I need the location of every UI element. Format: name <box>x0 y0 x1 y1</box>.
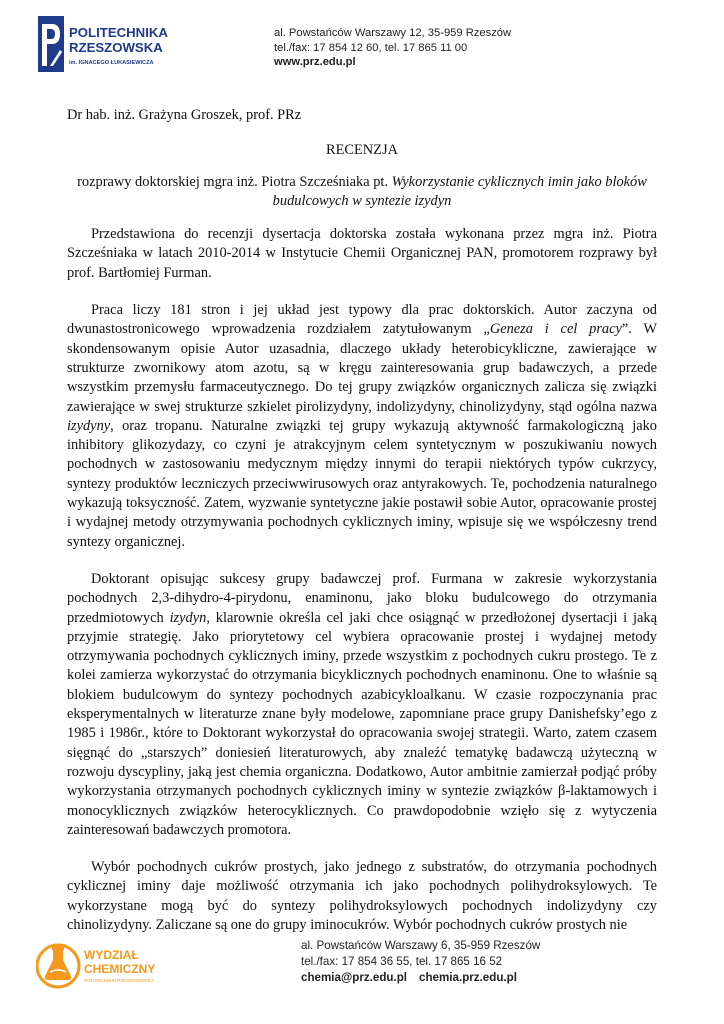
footer-contact <box>301 970 540 986</box>
university-emblem-icon <box>38 16 174 72</box>
footer-address-line2: tel./fax: 17 854 36 55, tel. 17 865 16 52 <box>301 955 503 968</box>
p3-text-1: Doktorant opisując sukcesy grupy badawczej prof. Furmana w zakresie wykorzystania pochodnych 2,3-dihydro-4-pirydonu, enaminonu, jako bloku budulcowego do otrzymania przedmiotowych <box>67 570 657 626</box>
p3-text-2: , klarownie określa cel jaki chce osiągnąć w przedłożonej dysertacji i jaką przyjmie strategię. Jako priorytetowy cel wybiera opracowanie prostej i wydajnej metody otrzymywania pochodnych cyklicznych iminy, przede wszystkim z pochodnych cukru prostego. Te z kolei zamierza wykorzystać do otrzymania bicyklicznych pochodnych enaminonu. One to właśnie są blokiem budulcowym do syntezy pochodnych azabicykloalkanu. W czasie rozpoczynania prac eksperymentalnych w literaturze znane były modelowe, zapomniane prace grupy Danishefsky’ego z 1985 i 1986r., które to Doktorant wykorzystał do opracowania swojej strategii. Warto, zatem czasem sięgnąć do „starszych” doniesień literaturowych, aby znaleźć tematykę badawczą użyteczną w rozwoju dyscypliny, jaką jest chemia organiczna. Dodatkowo, Autor ambitnie zamierzał podjąć próby wykorzystania otrzymanych pochodnych cyklicznych iminy w syntezie związków β-laktamowych i monocyklicznych związków heterocyklicznych. Co prawdopodobnie wzięło się z wytyczenia zainteresowań badawczych promotora. <box>67 609 657 838</box>
logo-line1: POLITECHNIKA <box>69 25 168 40</box>
p2-italic-2: izydyny <box>67 417 111 434</box>
subtitle-text: rozprawy doktorskiej mgra inż. Piotra Szcześniaka pt. <box>77 173 392 190</box>
p3-italic-1: izydyn <box>169 609 207 626</box>
paragraph-3 <box>67 570 657 840</box>
paragraph-4: Wybór pochodnych cukrów prostych, jako jednego z substratów, do otrzymania pochodnych cyklicznej iminy daje możliwość otrzymania ich jako pochodnych polihydroksylowych. Te wykorzystane mogą być do syntezy polihydroksylowych pochodnych indolizydyny czy chinolizydyny. Zaliczane są one do grupy iminocukrów. Wybór pochodnych cukrów prostych nie <box>67 859 657 933</box>
header-address-line1: al. Powstańców Warszawy 12, 35-959 Rzeszów <box>274 27 512 39</box>
paragraph-2 <box>67 301 657 552</box>
p2-text-3: , oraz tropanu. Naturalne związki tej grupy wykazują aktywność farmakologiczną jako inhibitory glikozydazy, co czyni je atrakcyjnym celem syntetycznym w poszukiwaniu nowych pochodnych w zastosowaniu medycznym między innymi do terapii niektórych typów cukrzycy, syntezy produktów leczniczych przeciwwirusowych oraz antyrakowych. Te, pochodzenia naturalnego wykazują toksyczność. Zatem, wyzwanie syntetyczne jakie postawił sobie Autor, opracowanie prostej i wydajnej metody otrzymywania pochodnych cyklicznych iminy, wpisuje się we współczesny trend syntezy organicznej. <box>67 417 657 550</box>
reviewer-name: Dr hab. inż. Grażyna Groszek, prof. PRz <box>67 107 302 123</box>
p2-text-2: ”. W skondensowanym opisie Autor uzasadnia, dlaczego układy heterobicykliczne, zawierające w strukturze zwornikowy atom azotu, są w kręgu zainteresowania grup badawczych, a przede wszystkim przemysłu farmaceutycznego. Do tej grupy związków organicznych zalicza się związki zawierające w swej strukturze szkielet pirolizydyny, indolizydyny, chinolizydyny, stąd ogólna nazwa <box>67 321 657 415</box>
wydzial-chemiczny-logo <box>36 936 186 994</box>
footer-website-link[interactable]: chemia.prz.edu.pl <box>419 971 517 984</box>
footer-address-line1: al. Powstańców Warszawy 6, 35-959 Rzeszów <box>301 939 541 952</box>
logo-line2: RZESZOWSKA <box>69 40 163 55</box>
header-website-link[interactable]: www.prz.edu.pl <box>274 56 356 68</box>
p2-text-1: Praca liczy 181 stron i jej układ jest typowy dla prac doktorskich. Autor zaczyna od dwunastostronicowego wprowadzenia rozdziałem zatytułowanym „ <box>67 302 657 338</box>
logo-line3: im. IGNACEGO ŁUKASIEWICZA <box>69 60 154 66</box>
header-address <box>274 26 511 70</box>
document-subtitle <box>67 173 657 212</box>
footer-logo-line2: CHEMICZNY <box>84 962 156 976</box>
thesis-title: Wykorzystanie cyklicznych imin jako bloków budulcowych w syntezie izydyn <box>272 173 647 209</box>
document-title: RECENZJA <box>326 142 398 159</box>
footer-logo-line1: WYDZIAŁ <box>84 948 139 962</box>
politechnika-rzeszowska-logo <box>38 16 174 72</box>
footer-logo-line3: POLITECHNIKI RZESZOWSKIEJ <box>84 978 153 983</box>
footer-address <box>301 938 540 986</box>
flask-icon <box>36 936 186 994</box>
p2-italic-1: Geneza i cel pracy <box>489 321 622 338</box>
footer-email-link[interactable]: chemia@prz.edu.pl <box>301 971 408 984</box>
paragraph-1: Przedstawiona do recenzji dysertacja doktorska została wykonana przez mgra inż. Piotra Szcześniaka w latach 2010-2014 w Instytucie Chemii Organicznej PAN, promotorem rozprawy był prof. Bartłomiej Furman. <box>67 226 657 281</box>
header-address-line2: tel./fax: 17 854 12 60, tel. 17 865 11 00 <box>274 41 468 54</box>
review-document <box>67 106 657 935</box>
